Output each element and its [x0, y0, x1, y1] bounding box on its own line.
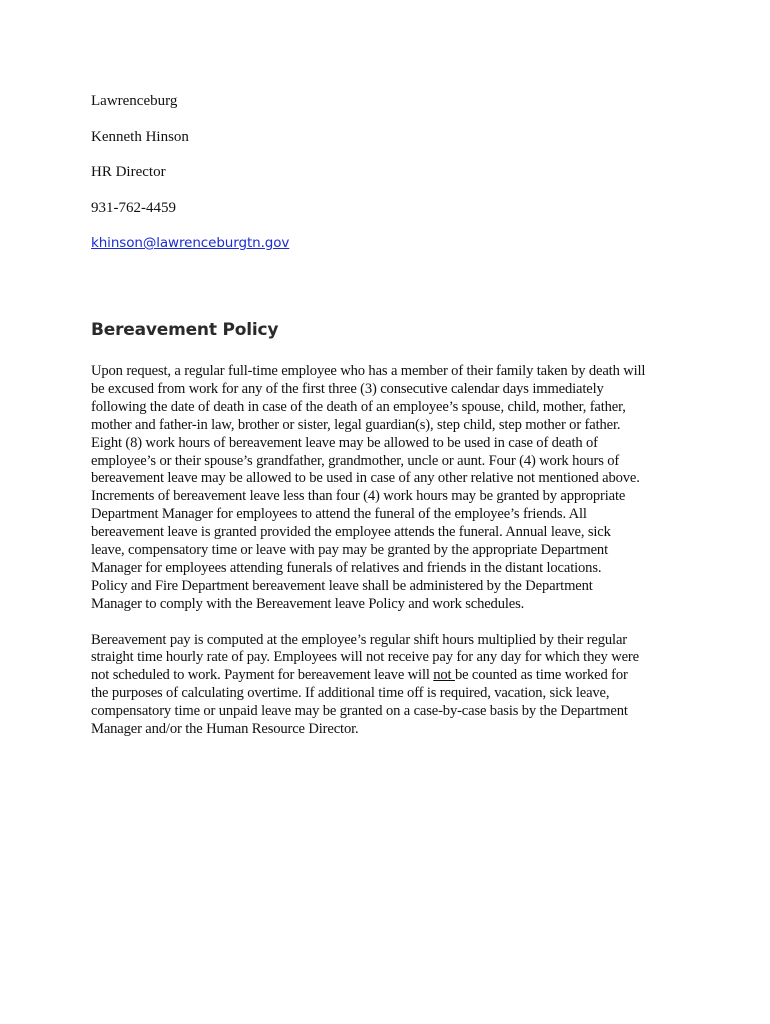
contact-email-line [91, 234, 289, 252]
contact-email-link[interactable]: khinson@lawrenceburgtn.gov [91, 235, 290, 251]
contact-phone: 931-762-4459 [91, 199, 176, 216]
paragraph-1-line: Upon request, a regular full-time employee who has a member of their family taken by death will [91, 363, 646, 379]
paragraph-1-line: be excused from work for any of the first three (3) consecutive calendar days immediately [91, 380, 604, 397]
policy-body [91, 363, 691, 757]
paragraph-1-line: Eight (8) work hours of bereavement leave may be allowed to be used in case of death of [91, 434, 598, 451]
policy-title: Bereavement Policy [91, 320, 279, 340]
paragraph-1-line: following the date of death in case of the death of an employee’s spouse, child, mother, father, [91, 398, 626, 415]
paragraph-1-line: bereavement leave may be allowed to be used in case of any other relative not mentioned above. [91, 470, 640, 487]
paragraph-1-line: Manager for employees attending funerals of relatives and friends in the distant locations. [91, 559, 602, 576]
paragraph-1-line: bereavement leave is granted provided the employee attends the funeral. Annual leave, sick [91, 524, 611, 541]
contact-city: Lawrenceburg [91, 93, 178, 109]
policy-paragraph-2 [91, 632, 691, 739]
contact-name: Kenneth Hinson [91, 128, 189, 145]
paragraph-2-line: Bereavement pay is computed at the employee’s regular shift hours multiplied by their regular [91, 631, 627, 648]
paragraph-2-line [91, 667, 691, 685]
paragraph-2-line: compensatory time or unpaid leave may be granted on a case-by-case basis by the Department [91, 703, 628, 720]
paragraph-2-line3-start: not scheduled to work. Payment for bereavement leave will [91, 667, 434, 684]
paragraph-2-line: the purposes of calculating overtime. If additional time off is required, vacation, sick leave, [91, 685, 610, 702]
contact-position: HR Director [91, 164, 166, 180]
paragraph-2-line3-end: be counted as time worked for [454, 667, 628, 684]
contact-block [91, 92, 289, 270]
policy-paragraph-1 [91, 363, 691, 614]
paragraph-1-line: Increments of bereavement leave less than four (4) work hours may be granted by appropriate [91, 488, 626, 505]
paragraph-1-line: Department Manager for employees to attend the funeral of the employee’s friends. All [91, 506, 587, 523]
paragraph-1-line: Policy and Fire Department bereavement leave shall be administered by the Department [91, 577, 593, 594]
paragraph-2-line: straight time hourly rate of pay. Employees will not receive pay for any day for which they were [91, 649, 639, 666]
paragraph-1-line: Manager to comply with the Bereavement leave Policy and work schedules. [91, 595, 525, 612]
paragraph-1-line: mother and father-in law, brother or sister, legal guardian(s), step child, step mother or father. [91, 416, 621, 433]
paragraph-2-line: Manager and/or the Human Resource Director. [91, 721, 359, 738]
paragraph-1-line: employee’s or their spouse’s grandfather, grandmother, uncle or aunt. Four (4) work hours of [91, 452, 620, 469]
underlined-not: not [433, 667, 455, 684]
paragraph-1-line: leave, compensatory time or leave with pay may be granted by the appropriate Department [91, 542, 608, 559]
